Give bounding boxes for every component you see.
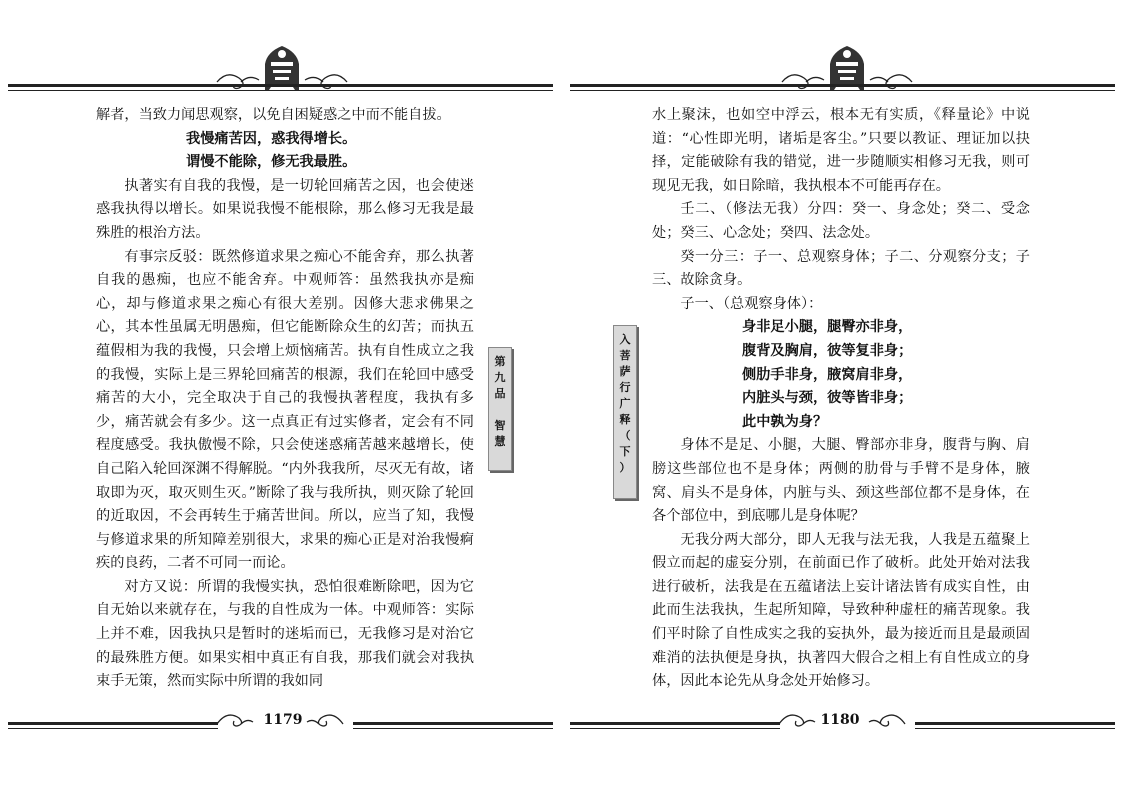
footer-scroll-icon [305,708,345,730]
paragraph: 身体不是足、小腿，大腿、臀部亦非身，腹背与胸、肩膀这些部位也不是身体；两侧的肋骨与手臂不是身体，腋窝、肩头不是身体，内脏与头、颈这些部位都不是身体，在各个部位中，到底哪儿是身体呢？ [652,437,1030,525]
verse-line: 腹背及胸肩，彼等复非身； [742,342,913,359]
tab-char: 第 [494,355,506,368]
text-line: 解者，当致力闻思观察，以免自困疑惑之中而不能自拔。 [96,107,451,123]
paragraph: 执著实有自我的我慢，是一切轮回痛苦之因，也会使迷惑我执得以增长。如果说我慢不能根除，那么修习无我是最殊胜的根治方法。 [96,177,474,241]
tab-char: 慧 [494,435,506,448]
header-rule [8,82,553,94]
tab-char [489,402,511,418]
tab-char: 萨 [619,365,631,378]
tab-char: （ [619,429,631,442]
verse-line: 谓慢不能除，修无我最胜。 [186,154,357,171]
paragraph: 对方又说：所谓的我慢实执，恐怕很难断除吧，因为它自无始以来就存在，与我的自性成为一体。中观师答：实际上并不难，因我执只是暂时的迷垢而已，无我修习是对治它的最殊胜方便。如果实相中真正有自我，那我们就会对我执束手无策，然而实际中所谓的我如同 [96,578,474,690]
footer-scroll-icon [867,708,907,730]
section-heading: 子一、（总观察身体）： [680,295,823,312]
tab-char: 入 [619,333,631,346]
tab-char: ） [619,461,631,474]
tab-char: 品 [494,387,506,400]
verse-line: 身非足小腿，腿臀亦非身， [742,319,913,336]
verse-line: 内脏头与颈，彼等皆非身； [742,390,913,407]
page-number: 1180 [820,712,860,728]
tab-char: 行 [619,381,631,394]
page-number: 1179 [263,712,303,728]
left-text-block [96,104,474,694]
paragraph: 无我分两大部分，即人无我与法无我，人我是五蕴聚上假立而起的虚妄分别，在前面已作了破析。此处开始对法我进行破析，法我是在五蕴诸法上妄计诸法皆有成实自性，由此而生法我执，生起所知障，导致种种虚枉的痛苦现象。我们平时除了自性成实之我的妄执外，最为接近而且是最顽固难消的法执便是身执，执著四大假合之相上有自性成立的身体，因此本论先从身念处开始修习。 [652,531,1030,690]
paragraph: 有事宗反驳：既然修道求果之痴心不能舍弃，那么执著自我的愚痴，也应不能舍弃。中观师答：虽然我执亦是痴心，却与修道求果之痴心有很大差别。因修大悲求佛果之心，其本性虽属无明愚痴，但它能断除众生的幻苦；而执五蕴假相为我的我慢，只会增上烦恼痛苦。执有自性成立之我的我慢，实际上是三界轮回痛苦的根源，我们在轮回中感受痛苦的大小，完全取决于自己的我慢执著程度，我执有多少，痛苦就会有多少。这一点真正有过实修者，定会有不同程度感受。我执傲慢不除，只会使迷惑痛苦越来越增长，使自己陷入轮回深渊不得解脱。“内外我我所，尽灭无有故，诸取即为灭，取灭则生灭。”断除了我与我所执，则灭除了轮回的近取因，不会再转生于痛苦世间。所以，应当了知，我慢与修道求果的所知障差别很大，求果的痴心正是对治我慢痾疾的良药，二者不可同一而论。 [96,248,474,572]
right-text-block [652,104,1030,694]
chapter-side-tab [488,347,512,471]
left-page [0,0,561,794]
verse-line: 我慢痛苦因，惑我得增长。 [186,130,357,147]
right-page [562,0,1123,794]
header-rule [570,82,1115,94]
tab-char: 智 [494,419,506,432]
tab-char: 释 [619,413,631,426]
tab-char: 九 [494,371,506,384]
verse-line: 此中孰为身？ [742,413,828,430]
section-heading: 癸一分三：子一、总观察身体；子二、分观察分支；子三、故除贪身。 [652,248,1030,289]
paragraph: 水上聚沫，也如空中浮云，根本无有实质，《释量论》中说道：“心性即光明，诸垢是客尘。”只要以教证、理证加以抉择，定能破除有我的错觉，进一步随顺实相修习无我，则可现见无我，如日除暗，我执根本不可能再存在。 [652,107,1030,194]
tab-char: 广 [619,397,631,410]
book-side-tab [613,325,637,499]
footer-scroll-icon [215,708,255,730]
verse-line: 侧肋手非身，腋窝肩非身， [742,366,913,383]
tab-char: 下 [619,445,631,458]
section-heading: 壬二、（修法无我）分四：癸一、身念处；癸二、受念处；癸三、心念处；癸四、法念处。 [652,201,1030,241]
tab-char: 菩 [619,349,631,362]
